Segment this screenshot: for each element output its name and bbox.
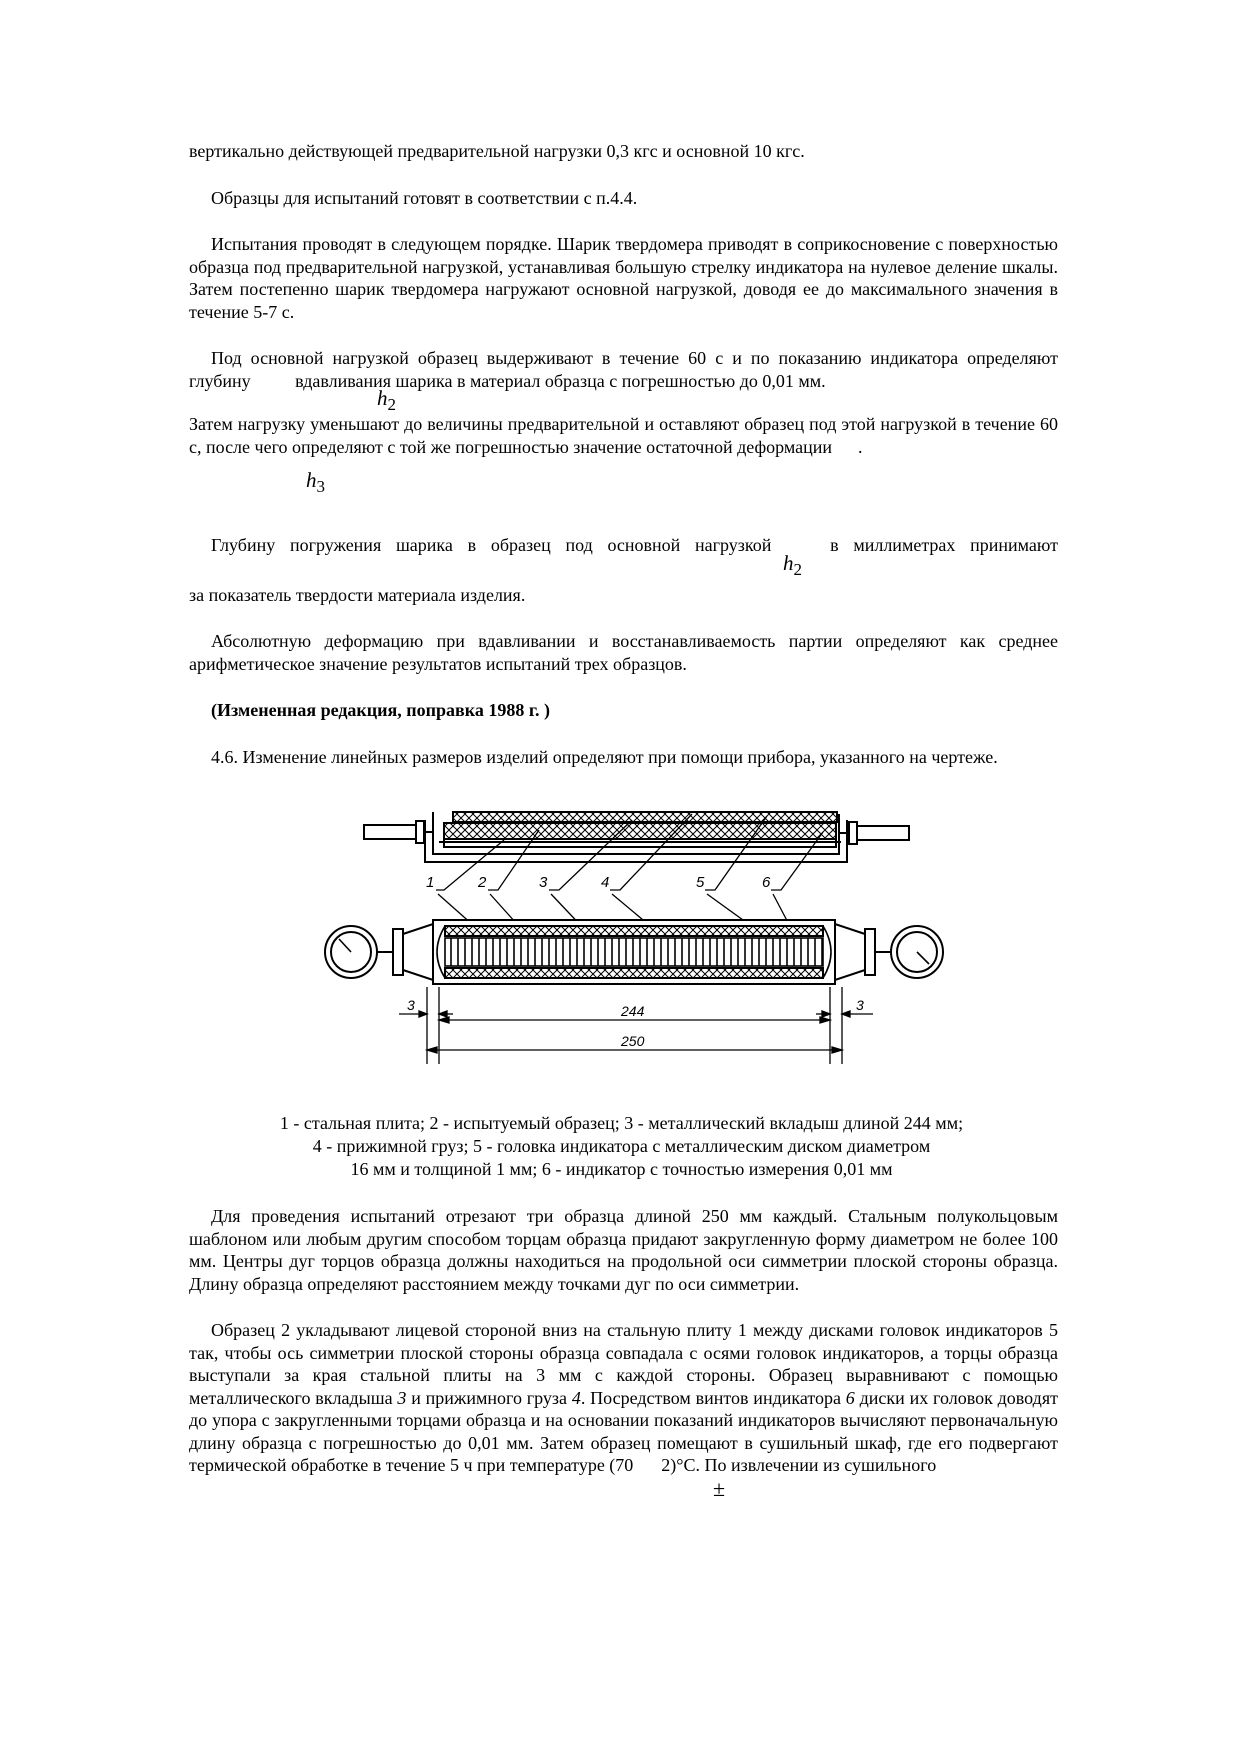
paragraph-3: Испытания проводят в следующем порядке. Шарик твердомера приводят в соприкосновение с поверхностью образца под предварительной нагрузкой, устанавливая большую стрелку индикатора на нулевое деление шкалы. Затем постепенно шарик твердомера нагружают основной нагрузкой, доводя ее до максимального значения в течение 5-7 с. — [189, 234, 1058, 322]
paragraph-4-6: 4.6. Изменение линейных размеров изделий определяют при помощи прибора, указанного на чертеже. — [211, 746, 998, 767]
paragraph-5-part-a: Глубину погружения шарика в образец под основной нагрузкой — [211, 535, 772, 555]
paragraph-4-part-b: вдавливания шарика в материал образца с погрешностью до 0,01 мм. — [295, 370, 826, 391]
dim-left-3: 3 — [407, 997, 415, 1013]
label-5: 5 — [696, 874, 705, 891]
label-2: 2 — [478, 874, 487, 891]
figure-caption — [185, 1112, 1058, 1181]
paragraph-5 — [189, 534, 1058, 604]
label-1: 1 — [426, 874, 435, 891]
side-view — [364, 812, 909, 862]
device-drawing — [189, 802, 1058, 1102]
plus-minus-symbol: ± — [713, 1476, 726, 1501]
paragraph-5-part-c: за показатель твердости материала изделия. — [189, 585, 526, 605]
paragraph-2: Образцы для испытаний готовят в соответствии с п.4.4. — [211, 187, 638, 208]
dim-right-3: 3 — [856, 997, 864, 1013]
plan-view — [325, 920, 943, 984]
dimensions — [399, 987, 873, 1064]
edition-note: (Измененная редакция, поправка 1988 г. ) — [211, 700, 550, 720]
paragraph-1: вертикально действующей предварительной нагрузки 0,3 кгс и основной 10 кгс. — [189, 141, 805, 161]
formula-h3-residual: $h_3$ — [306, 468, 325, 496]
paragraph-4-part-d: . — [858, 436, 863, 457]
caption-line-3: 16 мм и толщиной 1 мм; 6 - индикатор с точностью измерения 0,01 мм — [350, 1159, 893, 1179]
formula-h2-hardness: $h_2$ — [783, 551, 802, 579]
label-4: 4 — [601, 874, 610, 891]
paragraph-4-part-a: Под основной нагрузкой образец выдерживают в течение 60 с и по показанию индикатора определяют глубину — [189, 348, 1058, 391]
paragraph-4-part-c: Затем нагрузку уменьшают до величины предварительной и оставляют образец под этой нагрузкой в течение 60 с, после чего определяют с той же погрешностью значение остаточной деформации — [189, 414, 1058, 457]
paragraph-5-part-b: в миллиметрах принимают — [830, 535, 1058, 555]
paragraph-specimens: Для проведения испытаний отрезают три образца длиной 250 мм каждый. Стальным полукольцовым шаблоном или любым другим способом торцам образца придают закругленную форму диаметром не более 100 мм. Центры дуг торцов образца должны находиться на продольной оси симметрии плоской стороны образца. Длину образца определяют расстоянием между точками дуг по оси симметрии. — [189, 1206, 1058, 1294]
formula-h2-depth: $h_2$ — [377, 386, 396, 414]
caption-line-1: 1 - стальная плита; 2 - испытуемый образец; 3 - металлический вкладыш длиной 244 мм; — [279, 1113, 964, 1133]
label-3: 3 — [539, 874, 548, 891]
caption-line-2: 4 - прижимной груз; 5 - головка индикатора с металлическим диском диаметром — [312, 1136, 931, 1156]
dimension-labels — [407, 997, 864, 1049]
device-drawing-svg — [189, 802, 1058, 1102]
dim-244: 244 — [621, 1003, 645, 1019]
document-page — [189, 140, 1058, 1501]
part-labels — [426, 874, 771, 891]
paragraph-4 — [189, 347, 1058, 496]
dim-250: 250 — [621, 1033, 645, 1049]
paragraph-procedure: Образец 2 укладывают лицевой стороной вниз на стальную плиту 1 между дисками головок индикаторов 5 так, чтобы ось симметрии плоской стороны образца совпадала с осями головок индикаторов, а торцы образца выступали за края стальной плиты на 3 мм с каждой стороны. Образец выравнивают с помощью металлического вкладыша 3 и прижимного груза 4. Посредством винтов индикатора 6 диски их головок доводят до упора с закругленными торцами образца и на основании показаний индикаторов вычисляют первоначальную длину образца с погрешностью до 0,01 мм. Затем образец помещают в сушильный шкаф, где его подвергают термической обработке в течение 5 ч при температуре (70 2)°С. По извлечении из сушильного ± — [189, 1320, 1058, 1501]
paragraph-6: Абсолютную деформацию при вдавливании и восстанавливаемость партии определяют как среднее арифметическое значение результатов испытаний трех образцов. — [189, 631, 1058, 674]
label-6: 6 — [762, 874, 771, 891]
